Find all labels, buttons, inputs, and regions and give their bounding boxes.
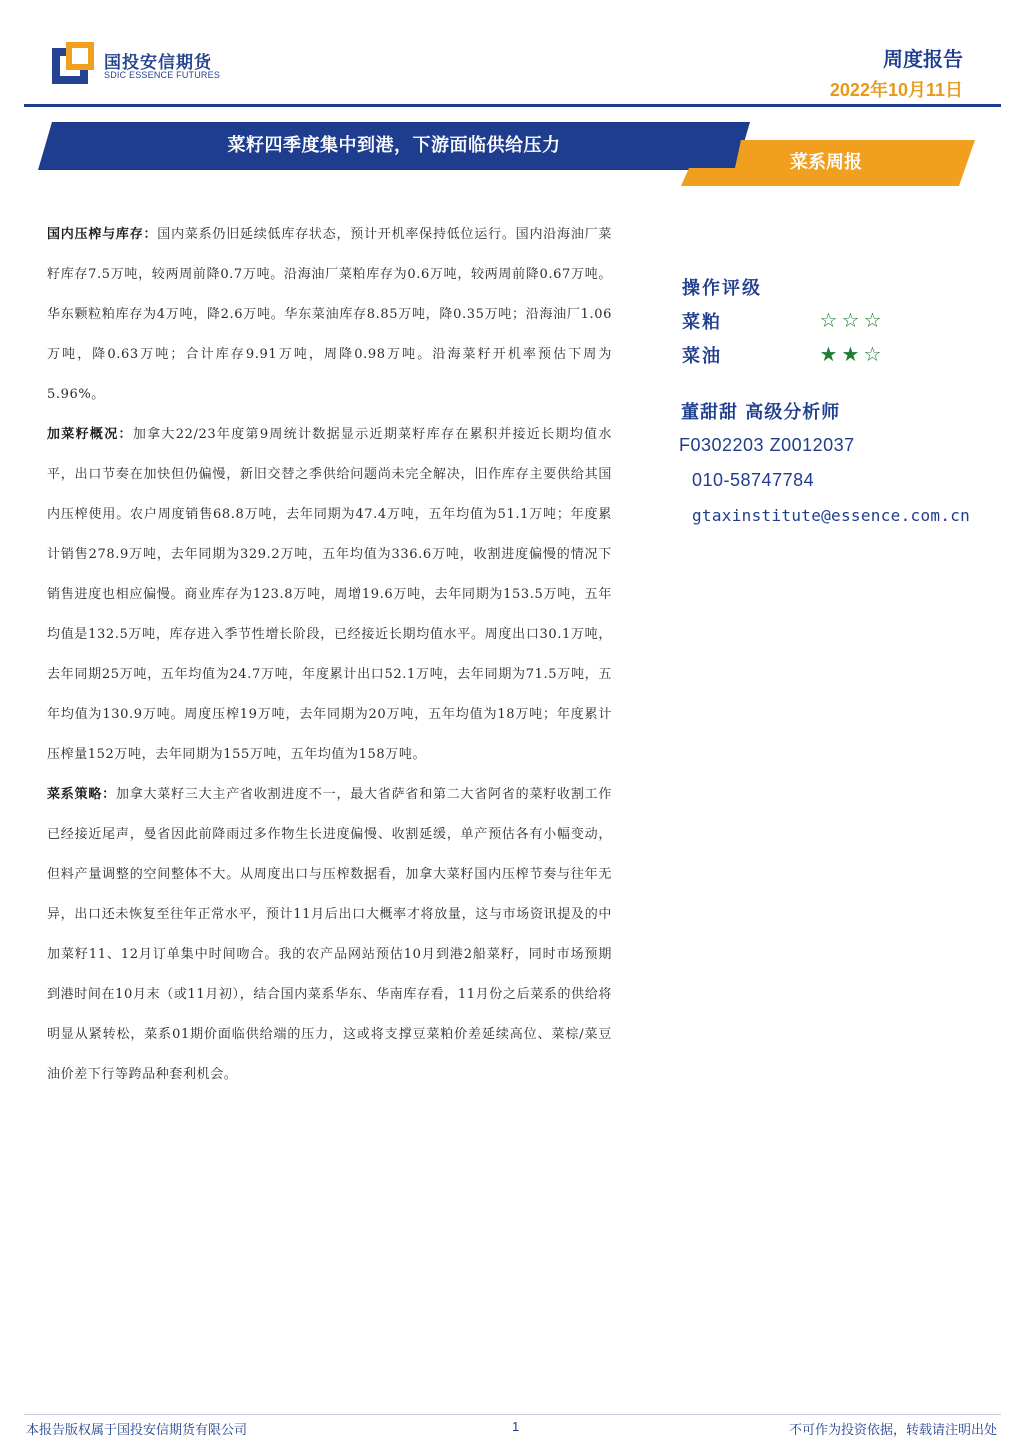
paragraph-heading: 国内压榨与库存： [47, 227, 158, 242]
company-logo [52, 42, 232, 86]
star-rating [818, 342, 884, 366]
star-icon: ★ [841, 342, 861, 366]
page-number: 1 [512, 1419, 520, 1434]
star-icon: ☆ [841, 308, 861, 332]
rating-title: 操作评级 [682, 278, 762, 299]
paragraph-strategy [47, 775, 612, 1095]
logo-text-en: SDIC ESSENCE FUTURES [104, 70, 221, 80]
footer-disclaimer: 不可作为投资依据，转载请注明出处 [788, 1423, 997, 1438]
rating-row-rapeseed-oil [682, 342, 902, 372]
paragraph-heading: 加菜籽概况： [47, 427, 133, 442]
logo-text-cn: 国投安信期货 [104, 53, 212, 73]
report-title: 菜籽四季度集中到港，下游面临供给压力 [227, 135, 561, 156]
rating-name: 菜油 [682, 346, 722, 367]
paragraph-canada-overview [47, 415, 612, 775]
star-rating [818, 308, 884, 332]
header-divider [24, 104, 1001, 107]
paragraph-text: 加拿大菜籽三大主产省收割进度不一，最大省萨省和第二大省阿省的菜籽收割工作已经接近尾声，曼省因此前降雨过多作物生长进度偏慢、收割延缓，单产预估各有小幅变动，但料产量调整的空间整体不大。从周度出口与压榨数据看，加拿大菜籽国内压榨节奏与往年无异，出口还未恢复至往年正常水平，预计11月后出口大概率才将放量，这与市场资讯提及的中加菜籽11、12月订单集中时间吻合。我的农产品网站预估10月到港2船菜籽，同时市场预期到港时间在10月末（或11月初），结合国内菜系华东、华南库存看，11月份之后菜系的供给将明显从紧转松，菜系01期价面临供给端的压力，这或将支撑豆菜粕价差延续高位、菜棕/菜豆油价差下行等跨品种套利机会。 [47, 787, 612, 1082]
report-type-title: 周度报告 [883, 47, 963, 71]
analyst-email: gtaxinstitute@essence.com.cn [692, 506, 971, 525]
paragraph-text: 国内菜系仍旧延续低库存状态，预计开机率保持低位运行。国内沿海油厂菜籽库存7.5万吨，较两周前降0.7万吨。沿海油厂菜粕库存为0.6万吨，较两周前降0.67万吨。华东颗粒粕库存为4万吨，降2.6万吨。华东菜油库存8.85万吨，降0.35万吨；沿海油厂1.06万吨，降0.63万吨；合计库存9.91万吨，周降0.98万吨。沿海菜籽开机率预估下周为5.96%。 [47, 227, 612, 402]
rating-row-rapeseed-meal [682, 308, 902, 338]
title-banner [38, 122, 750, 170]
star-icon: ☆ [863, 308, 883, 332]
analyst-name: 董甜甜 高级分析师 [681, 402, 841, 423]
footer-copyright: 本报告版权属于国投安信期货有限公司 [26, 1423, 248, 1438]
logo-mark-icon [52, 42, 94, 84]
rating-name: 菜粕 [682, 312, 722, 333]
analyst-phone: 010-58747784 [692, 470, 815, 490]
analyst-license-id: F0302203 Z0012037 [679, 435, 855, 455]
star-icon: ★ [819, 342, 839, 366]
star-icon: ☆ [819, 308, 839, 332]
category-tag: 菜系周报 [790, 152, 862, 173]
star-icon: ☆ [863, 342, 883, 366]
report-body [47, 215, 612, 1095]
category-tag-banner [681, 140, 975, 186]
footer-divider [24, 1414, 1001, 1415]
paragraph-text: 加拿大22/23年度第9周统计数据显示近期菜籽库存在累积并接近长期均值水平，出口节奏在加快但仍偏慢，新旧交替之季供给问题尚未完全解决，旧作库存主要供给其国内压榨使用。农户周度销售68.8万吨，去年同期为47.4万吨，五年均值为51.1万吨；年度累计销售278.9万吨，去年同期为329.2万吨，五年均值为336.6万吨，收割进度偏慢的情况下销售进度也相应偏慢。商业库存为123.8万吨，周增19.6万吨，去年同期为153.5万吨，五年均值是132.5万吨，库存进入季节性增长阶段，已经接近长期均值水平。周度出口30.1万吨，去年同期25万吨，五年均值为24.7万吨，年度累计出口52.1万吨，去年同期为71.5万吨，五年均值为130.9万吨。周度压榨19万吨，去年同期为20万吨，五年均值为18万吨；年度累计压榨量152万吨，去年同期为155万吨，五年均值为158万吨。 [47, 427, 612, 762]
paragraph-heading: 菜系策略： [47, 787, 116, 802]
report-date: 2022年10月11日 [829, 80, 963, 100]
paragraph-crush-inventory [47, 215, 612, 415]
